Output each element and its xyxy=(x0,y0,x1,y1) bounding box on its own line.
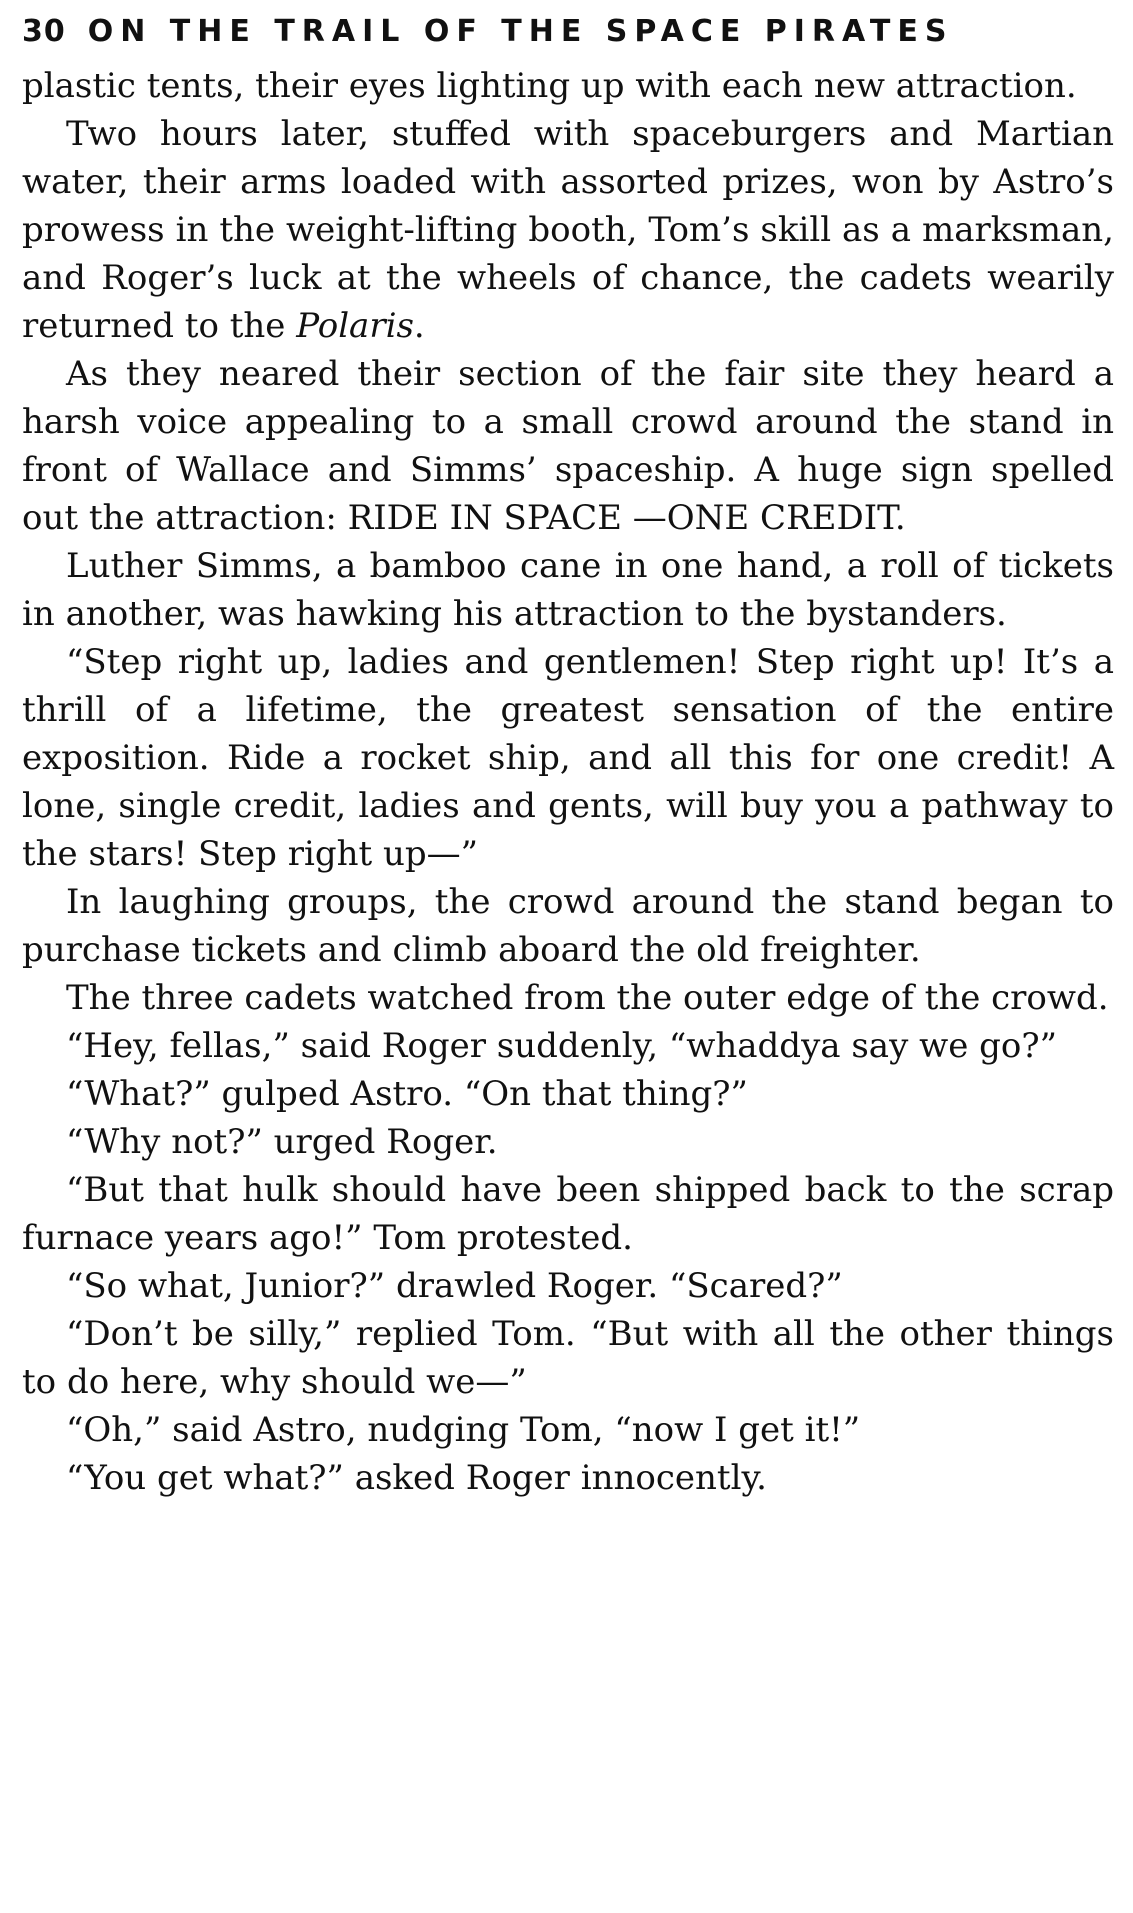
ship-name-italic: Polaris xyxy=(296,306,414,346)
paragraph: Luther Simms, a bamboo cane in one hand, a roll of tickets in another, was hawking his attraction to the bystanders. xyxy=(22,546,1114,634)
paragraph: “Why not?” urged Roger. xyxy=(66,1122,498,1162)
book-title: ON THE TRAIL OF THE SPACE PIRATES xyxy=(87,14,954,49)
paragraph: “Step right up, ladies and gentlemen! Step right up! It’s a thrill of a lifetime, the greatest sensation of the entire exposition. Ride a rocket ship, and all this for one credit! A lone, single credit, ladies and gents, will buy you a pathway to the stars! Step right up—” xyxy=(22,642,1114,874)
paragraph xyxy=(22,110,1114,350)
paragraph: “So what, Junior?” drawled Roger. “Scared?” xyxy=(66,1266,843,1306)
paragraph: In laughing groups, the crowd around the stand began to purchase tickets and climb aboard the old freighter. xyxy=(22,882,1114,970)
body-text xyxy=(22,62,1114,1502)
running-head xyxy=(22,12,1114,62)
paragraph: The three cadets watched from the outer edge of the crowd. xyxy=(66,978,1109,1018)
paragraph-text: . xyxy=(413,306,425,346)
paragraph-text: Two hours later, stuffed with spaceburgers and Martian water, their arms loaded with assorted prizes, won by Astro’s prowess in the weight-lifting booth, Tom’s skill as a marksman, and Roger’s luck at the wheels of chance, the cadets wearily returned to the xyxy=(22,114,1114,346)
paragraph: “Hey, fellas,” said Roger suddenly, “whaddya say we go?” xyxy=(66,1026,1057,1066)
paragraph: “Oh,” said Astro, nudging Tom, “now I get it!” xyxy=(66,1410,861,1450)
paragraph: “But that hulk should have been shipped back to the scrap furnace years ago!” Tom protested. xyxy=(22,1170,1114,1258)
paragraph: “Don’t be silly,” replied Tom. “But with all the other things to do here, why should we—” xyxy=(22,1314,1114,1402)
paragraph: plastic tents, their eyes lighting up with each new attraction. xyxy=(22,66,1077,106)
paragraph: As they neared their section of the fair site they heard a harsh voice appealing to a small crowd around the stand in front of Wallace and Simms’ spaceship. A huge sign spelled out the attraction: RIDE IN SPACE —ONE CREDIT. xyxy=(22,354,1114,538)
book-page xyxy=(22,12,1114,1502)
paragraph: “You get what?” asked Roger innocently. xyxy=(66,1458,767,1498)
page-number: 30 xyxy=(22,14,66,49)
paragraph: “What?” gulped Astro. “On that thing?” xyxy=(66,1074,748,1114)
